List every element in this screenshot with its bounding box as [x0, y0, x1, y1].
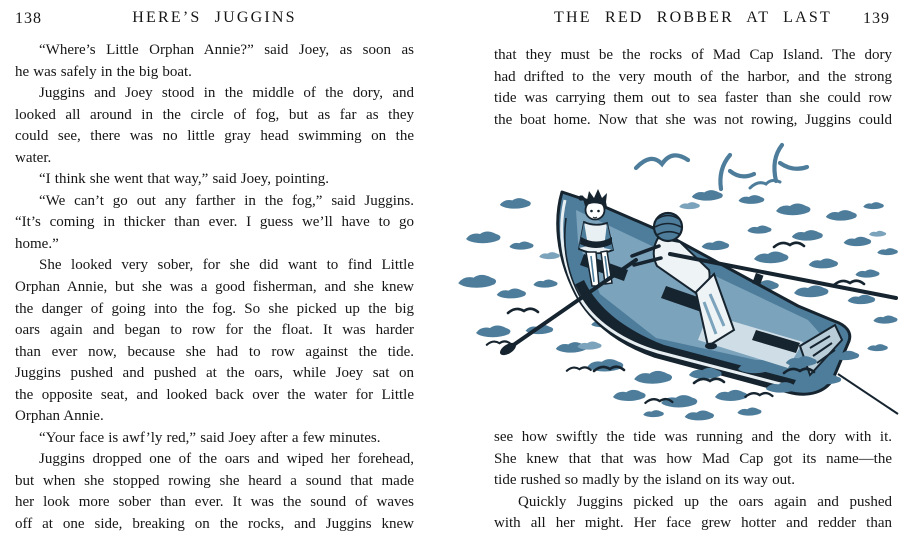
- text-line: She knew that that was how Mad Cap got its name—the: [494, 450, 892, 467]
- text-line: “We can’t go out any farther in the fog,” said Juggins.: [39, 192, 414, 209]
- text-line: he was safely in the big boat.: [15, 63, 192, 80]
- text-line: Juggins and Joey stood in the middle of the dory, and: [39, 85, 414, 102]
- text-line: Orphan Annie.: [15, 408, 104, 425]
- text-line: home.”: [15, 235, 59, 252]
- text-line: that they must be the rocks of Mad Cap Island. The dory: [494, 47, 892, 63]
- text-line: than ever now, because she had to row against the tide.: [15, 343, 414, 360]
- text-line: Juggins dropped one of the oars and wiped her forehead,: [39, 451, 414, 468]
- running-title-left: HERE’S JUGGINS: [132, 9, 297, 26]
- right-page-header: [494, 9, 892, 31]
- text-line: She looked very sober, for she did want to find Little: [39, 257, 414, 274]
- dory-illustration: [458, 134, 903, 426]
- page-number-right: 139: [863, 10, 890, 27]
- left-page-header: [15, 9, 414, 31]
- seagulls-icon: [636, 145, 807, 189]
- text-line: “It’s coming in thicker than ever. I guess we’ll have to go: [15, 214, 414, 231]
- text-line: looked all around in the circle of fog, but as far as they: [15, 106, 414, 123]
- text-line: Orphan Annie, but she was a good fisherman, and she knew: [15, 279, 414, 296]
- text-line: Juggins pushed and pushed at the oars, while Joey sat on: [15, 365, 414, 382]
- left-page-text: [15, 40, 414, 536]
- right-page-text-bottom: [494, 427, 892, 535]
- text-line: “Where’s Little Orphan Annie?” said Joey, as soon as: [39, 42, 414, 58]
- joey-hair-bun: [578, 195, 583, 200]
- text-line: Quickly Juggins picked up the oars again and pushed: [518, 493, 892, 510]
- text-line: the danger of going into the fog. So she picked up the big: [15, 300, 414, 317]
- text-line: off at one side, breaking on the rocks, and Juggins knew: [15, 516, 414, 533]
- text-line: her look more sober than ever. It was the sound of waves: [15, 494, 414, 511]
- dory-illustration-svg: [458, 134, 903, 426]
- text-line: tide rushed so madly by the island on its way out.: [494, 472, 796, 489]
- joey-eye: [590, 210, 593, 213]
- text-line: but when she stopped rowing she heard a sound that made: [15, 472, 414, 489]
- text-line: oars again and began to row for the float. It was harder: [15, 322, 414, 339]
- juggins-hair: [654, 213, 682, 241]
- left-page: [15, 0, 414, 542]
- right-page-text-top: [494, 45, 892, 131]
- text-line: see how swiftly the tide was running and the dory with it.: [494, 429, 892, 445]
- text-line: had drifted to the very mouth of the harbor, and the strong: [494, 68, 892, 85]
- text-line: could see, there was no little gray head swimming on the: [15, 128, 414, 145]
- text-line: with all her might. Her face grew hotter and redder than: [494, 515, 892, 532]
- text-line: tide was carrying them out to sea faster than she could row: [494, 90, 892, 107]
- text-line: “Your face is awf’ly red,” said Joey after a few minutes.: [39, 429, 381, 446]
- page-number-left: 138: [15, 10, 42, 27]
- text-line: water.: [15, 149, 52, 166]
- text-line: the opposite seat, and looked back over the water for Little: [15, 386, 414, 403]
- text-line: the boat home. Now that she was not rowing, Juggins could: [494, 111, 892, 128]
- juggins-foot: [705, 343, 717, 350]
- painter-rope: [838, 374, 898, 414]
- text-line: “I think she went that way,” said Joey, pointing.: [39, 171, 329, 188]
- joey-eye: [597, 210, 600, 213]
- running-title-right: THE RED ROBBER AT LAST: [554, 9, 832, 26]
